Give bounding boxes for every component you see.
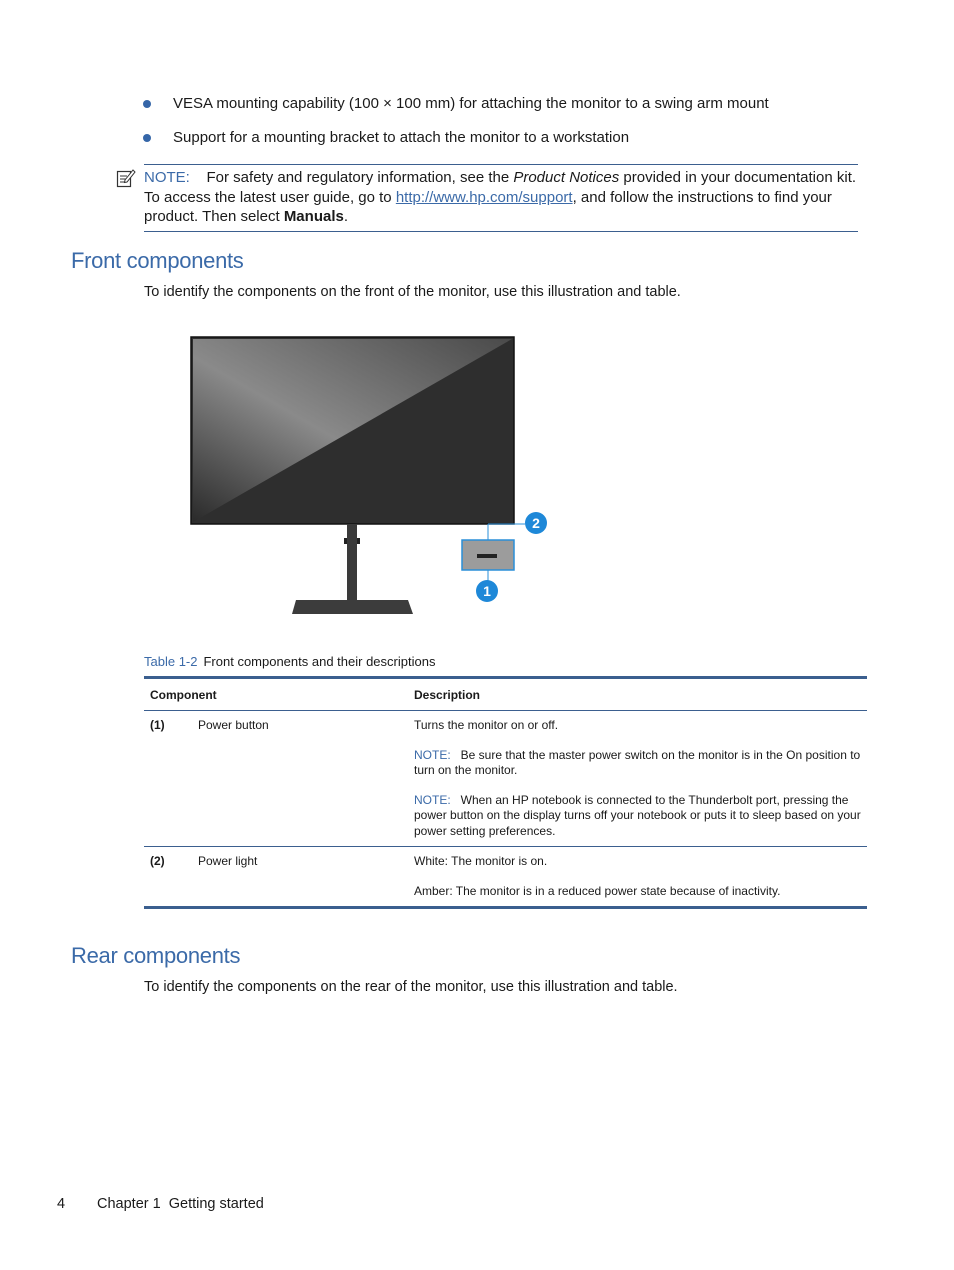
column-header-description: Description (408, 678, 867, 711)
page-number: 4 (57, 1196, 66, 1212)
callout-2-label: 2 (532, 515, 540, 531)
note-icon (116, 168, 136, 188)
front-components-table (144, 676, 867, 909)
support-link[interactable]: http://www.hp.com/support (395, 188, 573, 206)
table-caption: Table 1-2 Front components and their descriptions (144, 654, 436, 669)
table-row: (2) Power light White: The monitor is on. Amber: The monitor is in a reduced power state because of inactivity. (144, 847, 867, 908)
callout-1-label: 1 (483, 583, 491, 599)
rear-components-heading: Rear components (71, 943, 241, 968)
monitor-stand (347, 524, 357, 604)
list-item: VESA mounting capability (100 × 100 mm) for attaching the monitor to a swing arm mount (143, 93, 769, 127)
chapter-title: Chapter 1 Getting started (97, 1196, 264, 1212)
note-box: NOTE: For safety and regulatory information, see the Product Notices provided in your documentation kit. To access the latest user guide, go to http://www.hp.com/support, and follow the instructions to find your product. Then select Manuals. (144, 164, 858, 232)
bullet-icon (143, 134, 151, 142)
monitor-front-illustration (180, 330, 560, 620)
page-footer (57, 1196, 264, 1212)
front-components-heading: Front components (71, 248, 244, 273)
monitor-base (292, 600, 413, 614)
front-intro: To identify the components on the front of the monitor, use this illustration and table. (144, 284, 681, 300)
column-header-component: Component (144, 678, 408, 711)
note-label: NOTE: (144, 169, 190, 186)
feature-list (143, 93, 769, 161)
list-item: Support for a mounting bracket to attach the monitor to a workstation (143, 127, 769, 161)
bullet-icon (143, 100, 151, 108)
table-row: (1) Power button Turns the monitor on or off. NOTE: Be sure that the master power switch on the monitor is in the On position to turn on the monitor. NOTE: When an HP notebook is connected to the Thunderbolt port, pressing the power button on the display turns off your notebook or puts it to sleep based on your power setting preferences. (144, 711, 867, 847)
rear-intro: To identify the components on the rear of the monitor, use this illustration and table. (144, 979, 678, 995)
